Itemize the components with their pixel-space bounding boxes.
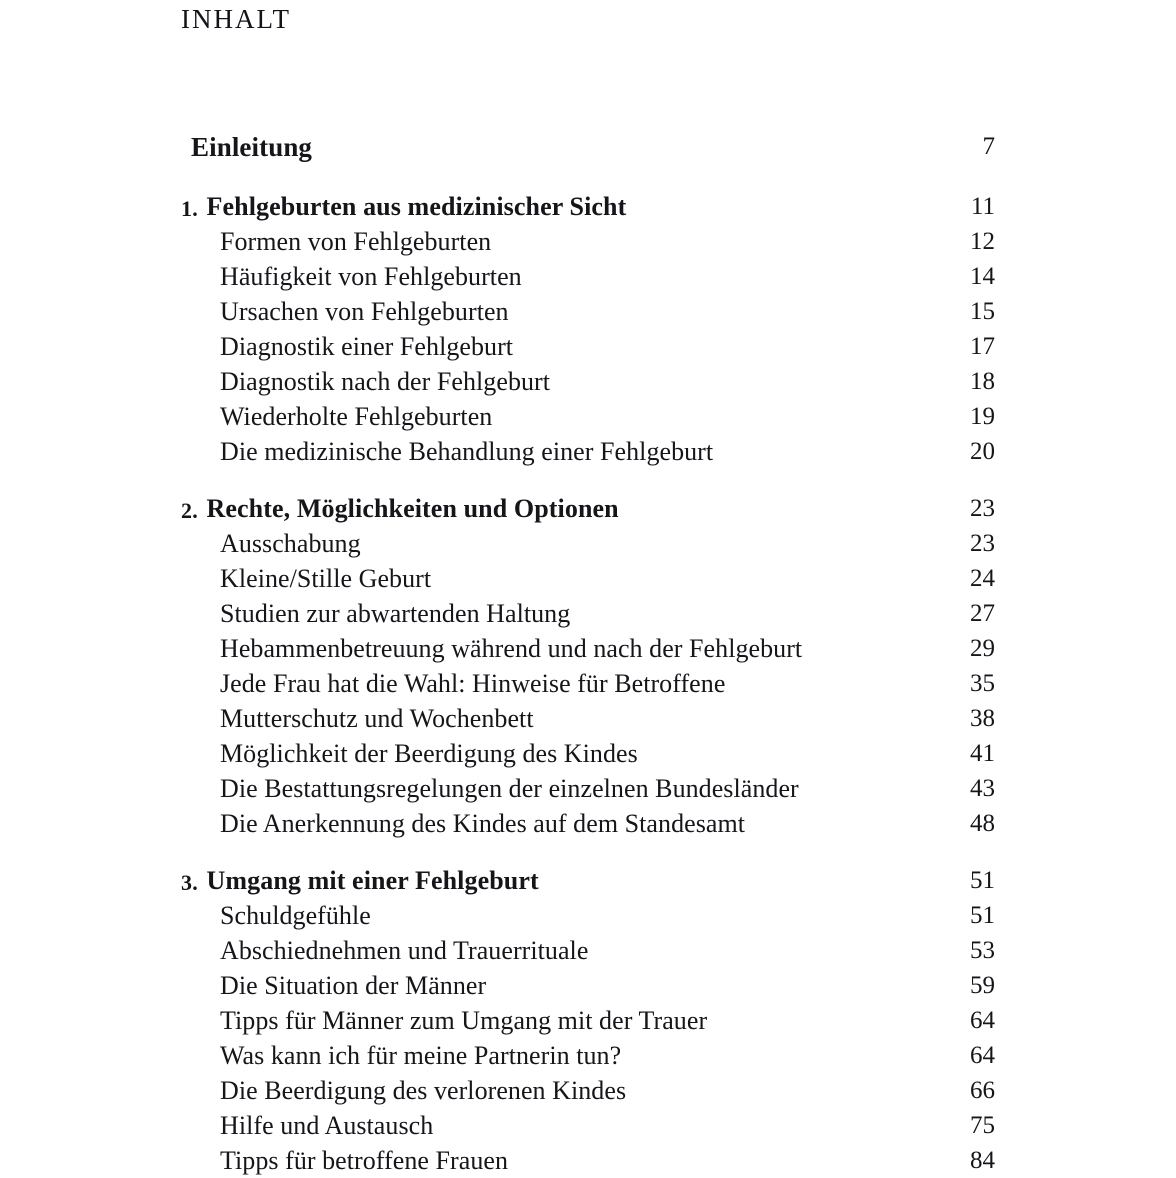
- chapter-title: Umgang mit einer Fehlgeburt: [206, 866, 539, 895]
- toc-sub-entry[interactable]: [0, 434, 1176, 469]
- toc-entry-label: Möglichkeit der Beerdigung des Kindes: [220, 739, 638, 768]
- toc-sub-entry[interactable]: [0, 1003, 1176, 1038]
- toc-entry-page-number: 64: [970, 1007, 995, 1034]
- toc-entry-label: Studien zur abwartenden Haltung: [220, 599, 571, 628]
- toc-entry-page-number: 24: [970, 565, 995, 592]
- toc-chapter-heading[interactable]: [0, 189, 1176, 224]
- toc-sub-entry[interactable]: [0, 399, 1176, 434]
- toc-sub-entry[interactable]: [0, 933, 1176, 968]
- toc-entry-page-number: 14: [970, 263, 995, 290]
- chapter-title: Fehlgeburten aus medizinischer Sicht: [206, 192, 627, 221]
- toc-entry-page-number: 20: [970, 438, 995, 465]
- toc-entry-label: Die Bestattungsregelungen der einzelnen Bundesländer: [220, 774, 799, 803]
- toc-entry-label: Die Beerdigung des verlorenen Kindes: [220, 1076, 627, 1105]
- toc-sub-entry[interactable]: [0, 806, 1176, 841]
- toc-entry-label: Schuldgefühle: [220, 901, 371, 930]
- toc-sub-entry[interactable]: [0, 701, 1176, 736]
- toc-sub-entry[interactable]: [0, 736, 1176, 771]
- toc-sub-entry[interactable]: [0, 561, 1176, 596]
- toc-entry-page-number: 43: [970, 775, 995, 802]
- toc-entry-label: Ursachen von Fehlgeburten: [220, 297, 509, 326]
- toc-entry-page-number: 51: [970, 902, 995, 929]
- toc-sub-entry[interactable]: [0, 1108, 1176, 1143]
- toc-entry-label: Hilfe und Austausch: [220, 1111, 434, 1140]
- toc-entry-label: Ausschabung: [220, 529, 361, 558]
- toc-entry-label: [181, 189, 626, 225]
- toc-sub-entry[interactable]: [0, 526, 1176, 561]
- toc-entry-label: Tipps für Männer zum Umgang mit der Trauer: [220, 1006, 708, 1035]
- toc-entry-label: Die Anerkennung des Kindes auf dem Standesamt: [220, 809, 746, 838]
- toc-entry-page-number: 11: [970, 193, 995, 220]
- toc-entry-page-number: 12: [970, 228, 995, 255]
- toc-sub-entry[interactable]: [0, 771, 1176, 806]
- chapter-number: 1.: [181, 196, 198, 221]
- toc-sub-entry[interactable]: [0, 294, 1176, 329]
- toc-entry-label: Wiederholte Fehlgeburten: [220, 402, 493, 431]
- toc-entry-page-number: 64: [970, 1042, 995, 1069]
- toc-entry-label: Mutterschutz und Wochenbett: [220, 704, 534, 733]
- toc-entry-page-number: 53: [970, 937, 995, 964]
- toc-entry-label: Einleitung: [191, 132, 313, 162]
- toc-entry-page-number: 48: [970, 810, 995, 837]
- toc-entry-page-number: 75: [970, 1112, 995, 1139]
- toc-sub-entry[interactable]: [0, 1073, 1176, 1108]
- toc-entry-label: Die Situation der Männer: [220, 971, 487, 1000]
- toc-sub-entry[interactable]: [0, 1038, 1176, 1073]
- toc-entry-page-number: 23: [970, 495, 995, 522]
- toc-entry-page-number: 51: [970, 867, 995, 894]
- toc-entry-label: Die medizinische Behandlung einer Fehlgeburt: [220, 437, 714, 466]
- toc-entry-page-number: 19: [970, 403, 995, 430]
- toc-entry-page-number: 15: [970, 298, 995, 325]
- toc-entry-page-number: 27: [970, 600, 995, 627]
- toc-entry-label: Formen von Fehlgeburten: [220, 227, 492, 256]
- toc-entry-label: [181, 863, 539, 899]
- toc-sub-entry[interactable]: [0, 364, 1176, 399]
- toc-entry-label: Kleine/Stille Geburt: [220, 564, 432, 593]
- toc-front-matter-entry[interactable]: [0, 127, 1176, 167]
- toc-entry-page-number: 18: [970, 368, 995, 395]
- toc-entry-label: Diagnostik einer Fehlgeburt: [220, 332, 514, 361]
- toc-entry-page-number: 41: [970, 740, 995, 767]
- toc-sub-entry[interactable]: [0, 898, 1176, 933]
- toc-entry-label: Jede Frau hat die Wahl: Hinweise für Betroffene: [220, 669, 726, 698]
- toc-sub-entry[interactable]: [0, 1143, 1176, 1178]
- toc-entry-page-number: 59: [970, 972, 995, 999]
- toc-chapter-heading[interactable]: [0, 491, 1176, 526]
- page-title: INHALT: [181, 4, 291, 34]
- toc-entry-page-number: 84: [970, 1147, 995, 1174]
- toc-entry-page-number: 17: [970, 333, 995, 360]
- toc-entry-label: Was kann ich für meine Partnerin tun?: [220, 1041, 622, 1070]
- toc-sub-entry[interactable]: [0, 259, 1176, 294]
- toc-entry-page-number: 66: [970, 1077, 995, 1104]
- toc-sub-entry[interactable]: [0, 968, 1176, 1003]
- chapter-title: Rechte, Möglichkeiten und Optionen: [206, 494, 619, 523]
- toc-entry-page-number: 7: [982, 133, 995, 160]
- toc-sub-entry[interactable]: [0, 329, 1176, 364]
- toc-entry-label: Hebammenbetreuung während und nach der Fehlgeburt: [220, 634, 803, 663]
- toc-entry-label: Tipps für betroffene Frauen: [220, 1146, 509, 1175]
- toc-entry-page-number: 29: [970, 635, 995, 662]
- toc-sub-entry[interactable]: [0, 666, 1176, 701]
- toc-entry-label: Abschiednehmen und Trauerrituale: [220, 936, 589, 965]
- toc-entry-page-number: 38: [970, 705, 995, 732]
- toc-entry-label: Diagnostik nach der Fehlgeburt: [220, 367, 551, 396]
- toc-chapter-heading[interactable]: [0, 863, 1176, 898]
- toc-entry-page-number: 23: [970, 530, 995, 557]
- table-of-contents: [0, 127, 1176, 1178]
- toc-entry-label: [181, 491, 619, 527]
- chapter-number: 2.: [181, 498, 198, 523]
- toc-sub-entry[interactable]: [0, 224, 1176, 259]
- toc-entry-label: Häufigkeit von Fehlgeburten: [220, 262, 522, 291]
- toc-sub-entry[interactable]: [0, 596, 1176, 631]
- chapter-number: 3.: [181, 870, 198, 895]
- toc-entry-page-number: 35: [970, 670, 995, 697]
- toc-sub-entry[interactable]: [0, 631, 1176, 666]
